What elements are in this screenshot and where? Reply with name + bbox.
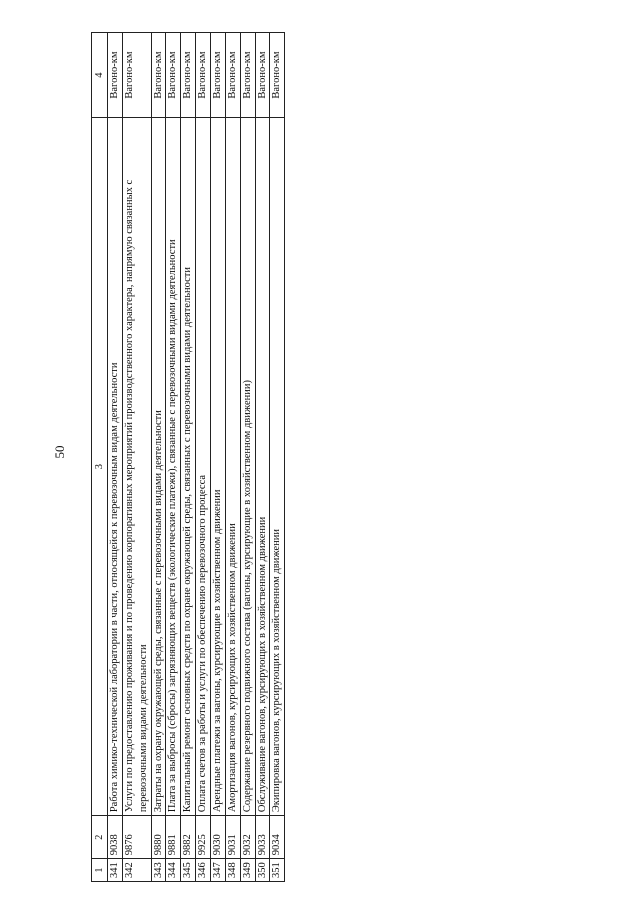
- row-code-cell: 9876: [122, 816, 151, 859]
- row-unit-cell: Вагоно-км: [108, 33, 123, 118]
- row-code-cell: 9925: [196, 816, 211, 859]
- row-unit-cell: Вагоно-км: [240, 33, 255, 118]
- row-unit-cell: Вагоно-км: [166, 33, 181, 118]
- row-description-cell: Содержание резервного подвижного состава (вагоны, курсирующие в хозяйственном движении): [240, 118, 255, 816]
- row-code-cell: 9882: [181, 816, 196, 859]
- table-row: [122, 33, 151, 882]
- page-number: 50: [52, 445, 67, 459]
- row-number-cell: 347: [211, 859, 226, 882]
- table-row: [240, 33, 255, 882]
- row-number-cell: 351: [270, 859, 285, 882]
- row-number-cell: 343: [151, 859, 166, 882]
- column-header-1: 1: [92, 859, 108, 882]
- table-row: [270, 33, 285, 882]
- row-unit-cell: Вагоно-км: [270, 33, 285, 118]
- row-number-cell: 345: [181, 859, 196, 882]
- column-header-3: 3: [92, 118, 108, 816]
- row-number-cell: 342: [122, 859, 151, 882]
- table-row: [181, 33, 196, 882]
- table-row: [255, 33, 270, 882]
- row-description-cell: Услуги по предоставлению проживания и по проведению корпоративных мероприятий производственного характера, напрямую связанных с перевозочными видами деятельности: [122, 118, 151, 816]
- row-number-cell: 348: [225, 859, 240, 882]
- row-number-cell: 346: [196, 859, 211, 882]
- table-row: [211, 33, 226, 882]
- table-row: [225, 33, 240, 882]
- table-row: [108, 33, 123, 882]
- table-row: [151, 33, 166, 882]
- row-description-cell: Обслуживание вагонов, курсирующих в хозяйственном движении: [255, 118, 270, 816]
- row-code-cell: 9030: [211, 816, 226, 859]
- row-number-cell: 350: [255, 859, 270, 882]
- row-unit-cell: Вагоно-км: [225, 33, 240, 118]
- column-header-2: 2: [92, 816, 108, 859]
- row-code-cell: 9880: [151, 816, 166, 859]
- row-unit-cell: Вагоно-км: [211, 33, 226, 118]
- table-row: [166, 33, 181, 882]
- row-description-cell: Капитальный ремонт основных средств по охране окружающей среды, связанных с перевозочными видами деятельности: [181, 118, 196, 816]
- row-description-cell: Плата за выбросы (сбросы) загрязняющих веществ (экологические платежи), связанные с перевозочными видами деятельности: [166, 118, 181, 816]
- row-unit-cell: Вагоно-км: [196, 33, 211, 118]
- row-code-cell: 9034: [270, 816, 285, 859]
- row-unit-cell: Вагоно-км: [181, 33, 196, 118]
- row-description-cell: Арендные платежи за вагоны, курсирующие в хозяйственном движении: [211, 118, 226, 816]
- row-description-cell: Работа химико-технической лаборатории в части, относящейся к перевозочным видам деятельности: [108, 118, 123, 816]
- table-header-row: [92, 33, 108, 882]
- column-header-4: 4: [92, 33, 108, 118]
- row-code-cell: 9033: [255, 816, 270, 859]
- rotated-table-container: [91, 32, 336, 882]
- row-code-cell: 9032: [240, 816, 255, 859]
- row-unit-cell: Вагоно-км: [255, 33, 270, 118]
- row-number-cell: 349: [240, 859, 255, 882]
- row-unit-cell: Вагоно-км: [151, 33, 166, 118]
- row-description-cell: Амортизация вагонов, курсирующих в хозяйственном движении: [225, 118, 240, 816]
- row-description-cell: Оплата счетов за работы и услуги по обеспечению перевозочного процесса: [196, 118, 211, 816]
- table-row: [196, 33, 211, 882]
- data-table: [91, 32, 285, 882]
- row-number-cell: 344: [166, 859, 181, 882]
- row-code-cell: 9031: [225, 816, 240, 859]
- row-description-cell: Затраты на охрану окружающей среды, связанные с перевозочными видами деятельности: [151, 118, 166, 816]
- table-body: [108, 33, 285, 882]
- row-code-cell: 9038: [108, 816, 123, 859]
- row-unit-cell: Вагоно-км: [122, 33, 151, 118]
- row-code-cell: 9881: [166, 816, 181, 859]
- row-number-cell: 341: [108, 859, 123, 882]
- row-description-cell: Экипировка вагонов, курсирующих в хозяйственном движении: [270, 118, 285, 816]
